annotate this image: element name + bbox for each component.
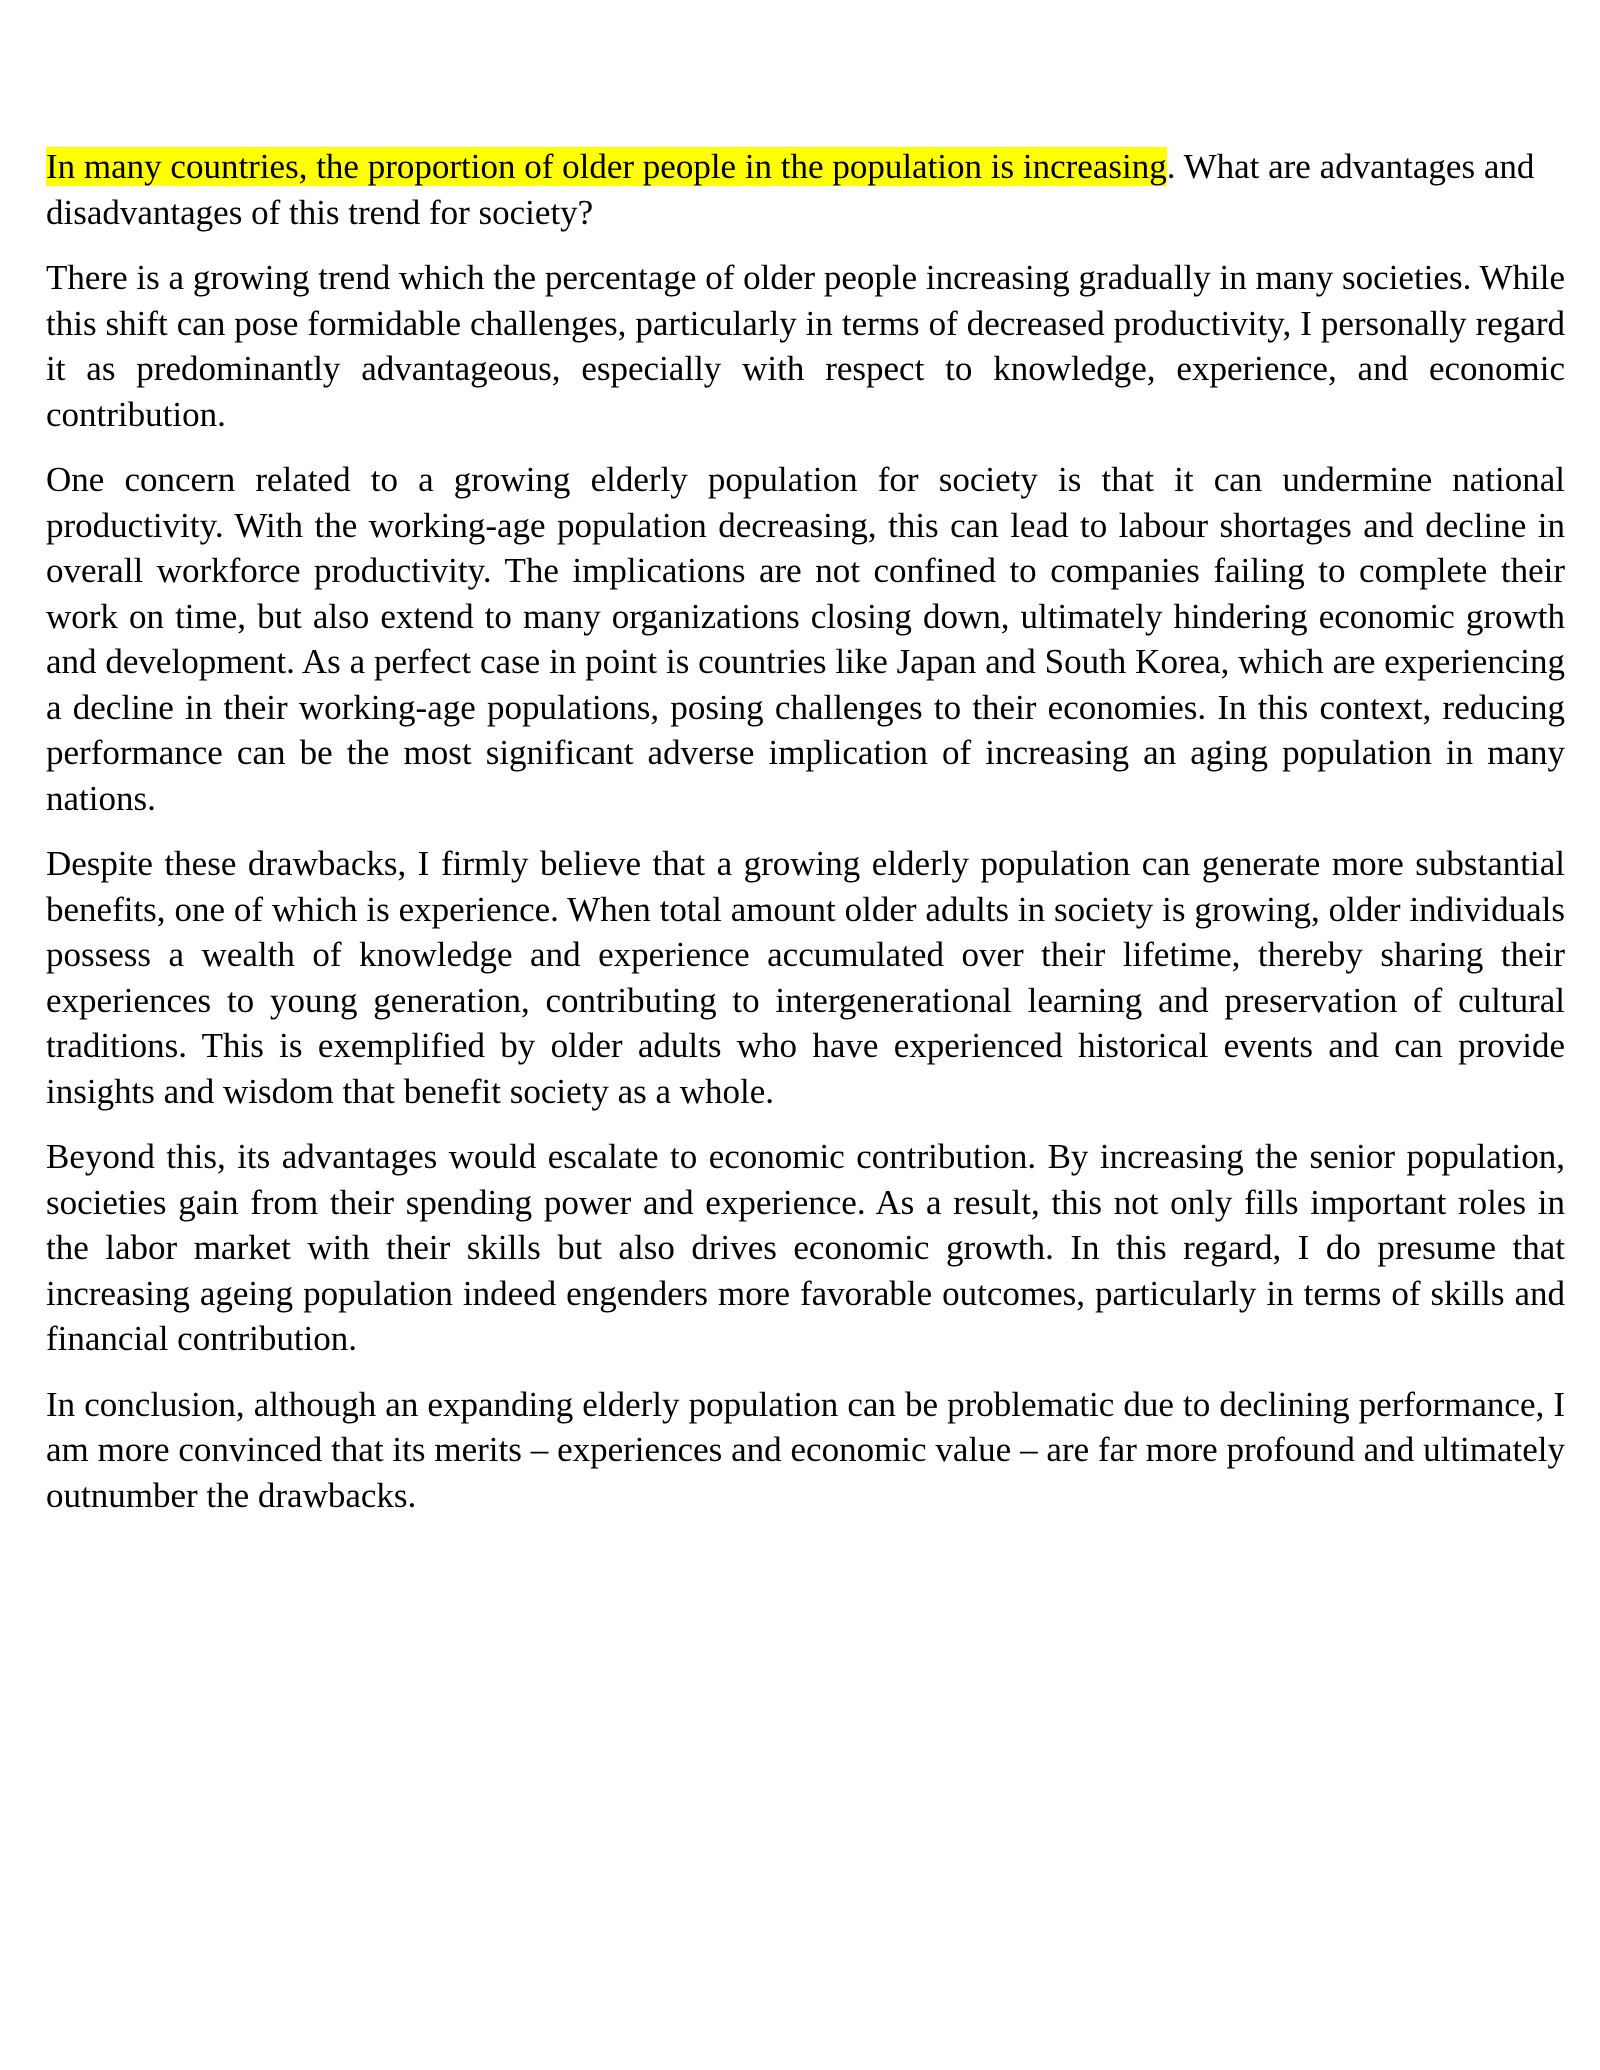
advantage-experience-paragraph: Despite these drawbacks, I firmly believe that a growing elderly population can generate more substantial benefits, one of which is experience. When total amount older adults in society is growing, older individuals possess a wealth of knowledge and experience accumulated over their lifetime, thereby sharing their experiences to young generation, contributing to intergenerational learning and preservation of cultural traditions. This is exemplified by older adults who have experienced historical events and can provide insights and wisdom that benefit society as a whole. [46,844,1565,1111]
prompt-question-text: . What are advantages and disadvantages of this trend for society? [46,147,1535,232]
essay-prompt [46,144,1565,235]
introduction-paragraph: There is a growing trend which the percentage of older people increasing gradually in many societies. While this shift can pose formidable challenges, particularly in terms of decreased productivity, I personally regard it as predominantly advantageous, especially with respect to knowledge, experience, and economic contribution. [46,258,1565,434]
document-body [46,144,1565,1538]
advantage-economic-paragraph: Beyond this, its advantages would escalate to economic contribution. By increasing the senior population, societies gain from their spending power and experience. As a result, this not only fills important roles in the labor market with their skills but also drives economic growth. In this regard, I do presume that increasing ageing population indeed engenders more favorable outcomes, particularly in terms of skills and financial contribution. [46,1137,1565,1358]
disadvantage-paragraph: One concern related to a growing elderly population for society is that it can undermine national productivity. With the working-age population decreasing, this can lead to labour shortages and decline in overall workforce productivity. The implications are not confined to companies failing to complete their work on time, but also extend to many organizations closing down, ultimately hindering economic growth and development. As a perfect case in point is countries like Japan and South Korea, which are experiencing a decline in their working-age populations, posing challenges to their economies. In this context, reducing performance can be the most significant adverse implication of increasing an aging population in many nations. [46,460,1565,818]
highlighted-prompt-text: In many countries, the proportion of older people in the population is increasing [46,147,1167,186]
conclusion-paragraph: In conclusion, although an expanding elderly population can be problematic due to declining performance, I am more convinced that its merits – experiences and economic value – are far more profound and ultimately outnumber the drawbacks. [46,1384,1565,1515]
